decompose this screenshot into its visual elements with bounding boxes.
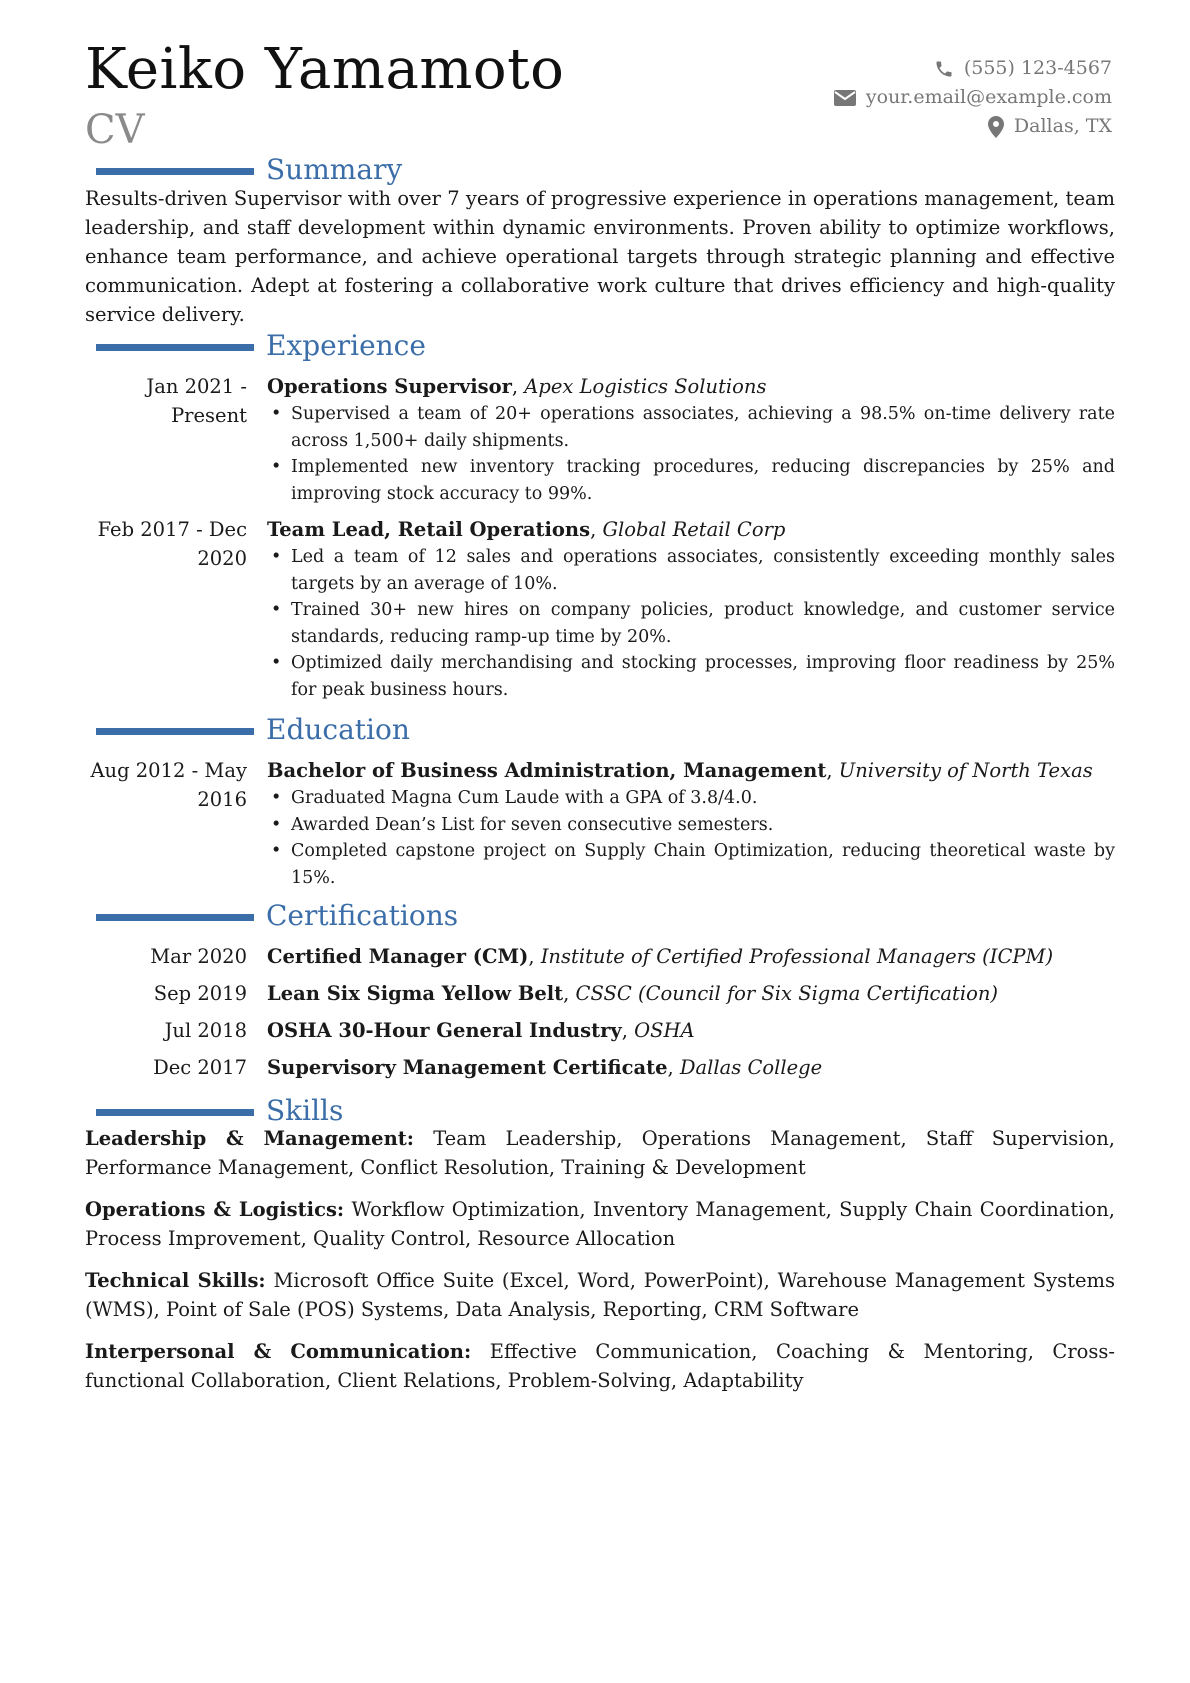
bullet-item: • Trained 30+ new hires on company policies, product knowledge, and customer service standards, reducing ramp-up time by 20%. bbox=[267, 597, 1115, 650]
cert-title: Lean Six Sigma Yellow Belt bbox=[267, 982, 564, 1005]
phone-number[interactable]: (555) 123-4567 bbox=[963, 57, 1112, 79]
section-bar bbox=[96, 728, 254, 735]
bullet-item: • Optimized daily merchandising and stocking processes, improving floor readiness by 25% for peak business hours. bbox=[267, 650, 1115, 703]
candidate-name: Keiko Yamamoto bbox=[85, 37, 565, 102]
bullet-item: • Supervised a team of 20+ operations associates, achieving a 98.5% on-time delivery rate across 1,500+ daily shipments. bbox=[267, 401, 1115, 454]
cert-org: CSSC (Council for Six Sigma Certification) bbox=[575, 982, 998, 1005]
contact-location bbox=[834, 112, 1112, 141]
entry-title: Team Lead, Retail Operations bbox=[267, 518, 591, 541]
contact-info bbox=[834, 54, 1112, 141]
certification-entry bbox=[85, 1051, 1115, 1085]
entry-bullets bbox=[267, 785, 1115, 891]
entry-date: Jan 2021 - Present bbox=[146, 375, 247, 427]
skill-group bbox=[85, 1124, 1115, 1182]
phone-icon bbox=[934, 59, 954, 79]
cert-date: Sep 2019 bbox=[153, 982, 247, 1005]
skill-label: Technical Skills: bbox=[85, 1269, 266, 1292]
section-bar bbox=[96, 914, 254, 921]
skill-list: Effective Communication, Coaching & Mentoring, Cross-functional Collaboration, Client Relations, Problem-Solving, Adaptability bbox=[85, 1340, 1115, 1392]
entry-bullets bbox=[267, 401, 1115, 507]
entry-title: Bachelor of Business Administration, Management bbox=[267, 759, 827, 782]
entry-date: Feb 2017 - Dec 2020 bbox=[97, 518, 247, 570]
entry-headline: Bachelor of Business Administration, Management, University of North Texas bbox=[267, 759, 1093, 782]
entry-org: Apex Logistics Solutions bbox=[524, 375, 767, 398]
certification-entry bbox=[85, 977, 1115, 1011]
entry-title: Operations Supervisor bbox=[267, 375, 512, 398]
cert-title: OSHA 30-Hour General Industry bbox=[267, 1019, 622, 1042]
entry-headline: Operations Supervisor, Apex Logistics Solutions bbox=[267, 375, 767, 398]
skill-label: Operations & Logistics: bbox=[85, 1198, 345, 1221]
email-address[interactable]: your.email@example.com bbox=[865, 86, 1112, 108]
cert-date: Dec 2017 bbox=[153, 1056, 247, 1079]
cert-body: Certified Manager (CM), Institute of Certified Professional Managers (ICPM) bbox=[267, 945, 1054, 968]
cert-title: Certified Manager (CM) bbox=[267, 945, 529, 968]
location: Dallas, TX bbox=[1013, 115, 1112, 137]
section-title: Summary bbox=[266, 153, 403, 186]
entry-headline: Team Lead, Retail Operations, Global Retail Corp bbox=[267, 518, 786, 541]
skill-list: Microsoft Office Suite (Excel, Word, PowerPoint), Warehouse Management Systems (WMS), Point of Sale (POS) Systems, Data Analysis, Reporting, CRM Software bbox=[85, 1269, 1115, 1321]
envelope-icon bbox=[834, 90, 856, 106]
cert-org: Dallas College bbox=[679, 1056, 823, 1079]
bullet-item: • Graduated Magna Cum Laude with a GPA of 3.8/4.0. bbox=[267, 785, 1115, 812]
entry-body bbox=[267, 372, 1115, 507]
cert-title: Supervisory Management Certificate bbox=[267, 1056, 668, 1079]
skill-list: Team Leadership, Operations Management, Staff Supervision, Performance Management, Conflict Resolution, Training & Development bbox=[85, 1127, 1115, 1179]
entry-bullets bbox=[267, 544, 1115, 703]
section-title: Education bbox=[266, 713, 410, 746]
cert-body: Supervisory Management Certificate, Dallas College bbox=[267, 1056, 823, 1079]
section-bar bbox=[96, 168, 254, 175]
skill-group bbox=[85, 1337, 1115, 1395]
skill-list: Workflow Optimization, Inventory Management, Supply Chain Coordination, Process Improvement, Quality Control, Resource Allocation bbox=[85, 1198, 1115, 1250]
section-title: Experience bbox=[266, 329, 426, 362]
bullet-item: • Implemented new inventory tracking procedures, reducing discrepancies by 25% and improving stock accuracy to 99%. bbox=[267, 454, 1115, 507]
map-pin-icon bbox=[988, 116, 1004, 138]
cert-org: Institute of Certified Professional Managers (ICPM) bbox=[540, 945, 1054, 968]
skill-label: Interpersonal & Communication: bbox=[85, 1340, 472, 1363]
bullet-item: • Completed capstone project on Supply Chain Optimization, reducing theoretical waste by 15%. bbox=[267, 838, 1115, 891]
contact-phone bbox=[834, 54, 1112, 83]
entry-date: Aug 2012 - May 2016 bbox=[90, 759, 247, 811]
cert-body: OSHA 30-Hour General Industry, OSHA bbox=[267, 1019, 695, 1042]
document-subtitle: CV bbox=[85, 107, 145, 153]
summary-text: Results-driven Supervisor with over 7 years of progressive experience in operations management, team leadership, and staff development within dynamic environments. Proven ability to optimize workflows, enhance team performance, and achieve operational targets through strategic planning and effective communication. Adept at fostering a collaborative work culture that drives efficiency and high-quality service delivery. bbox=[85, 187, 1115, 326]
section-bar bbox=[96, 1109, 254, 1116]
entry-org: Global Retail Corp bbox=[602, 518, 786, 541]
entry-org: University of North Texas bbox=[838, 759, 1093, 782]
skill-label: Leadership & Management: bbox=[85, 1127, 414, 1150]
cert-date: Mar 2020 bbox=[150, 945, 247, 968]
bullet-item: • Awarded Dean’s List for seven consecutive semesters. bbox=[267, 812, 1115, 839]
cert-body: Lean Six Sigma Yellow Belt, CSSC (Council for Six Sigma Certification) bbox=[267, 982, 998, 1005]
section-title: Skills bbox=[266, 1094, 344, 1127]
section-title: Certifications bbox=[266, 899, 459, 932]
contact-email bbox=[834, 83, 1112, 112]
bullet-item: • Led a team of 12 sales and operations associates, consistently exceeding monthly sales targets by an average of 10%. bbox=[267, 544, 1115, 597]
entry-body bbox=[267, 515, 1115, 703]
section-bar bbox=[96, 344, 254, 351]
cert-org: OSHA bbox=[634, 1019, 695, 1042]
entry-body bbox=[267, 756, 1115, 891]
cert-date: Jul 2018 bbox=[164, 1019, 247, 1042]
skill-group bbox=[85, 1195, 1115, 1253]
certification-entry bbox=[85, 940, 1115, 974]
skill-group bbox=[85, 1266, 1115, 1324]
certification-entry bbox=[85, 1014, 1115, 1048]
